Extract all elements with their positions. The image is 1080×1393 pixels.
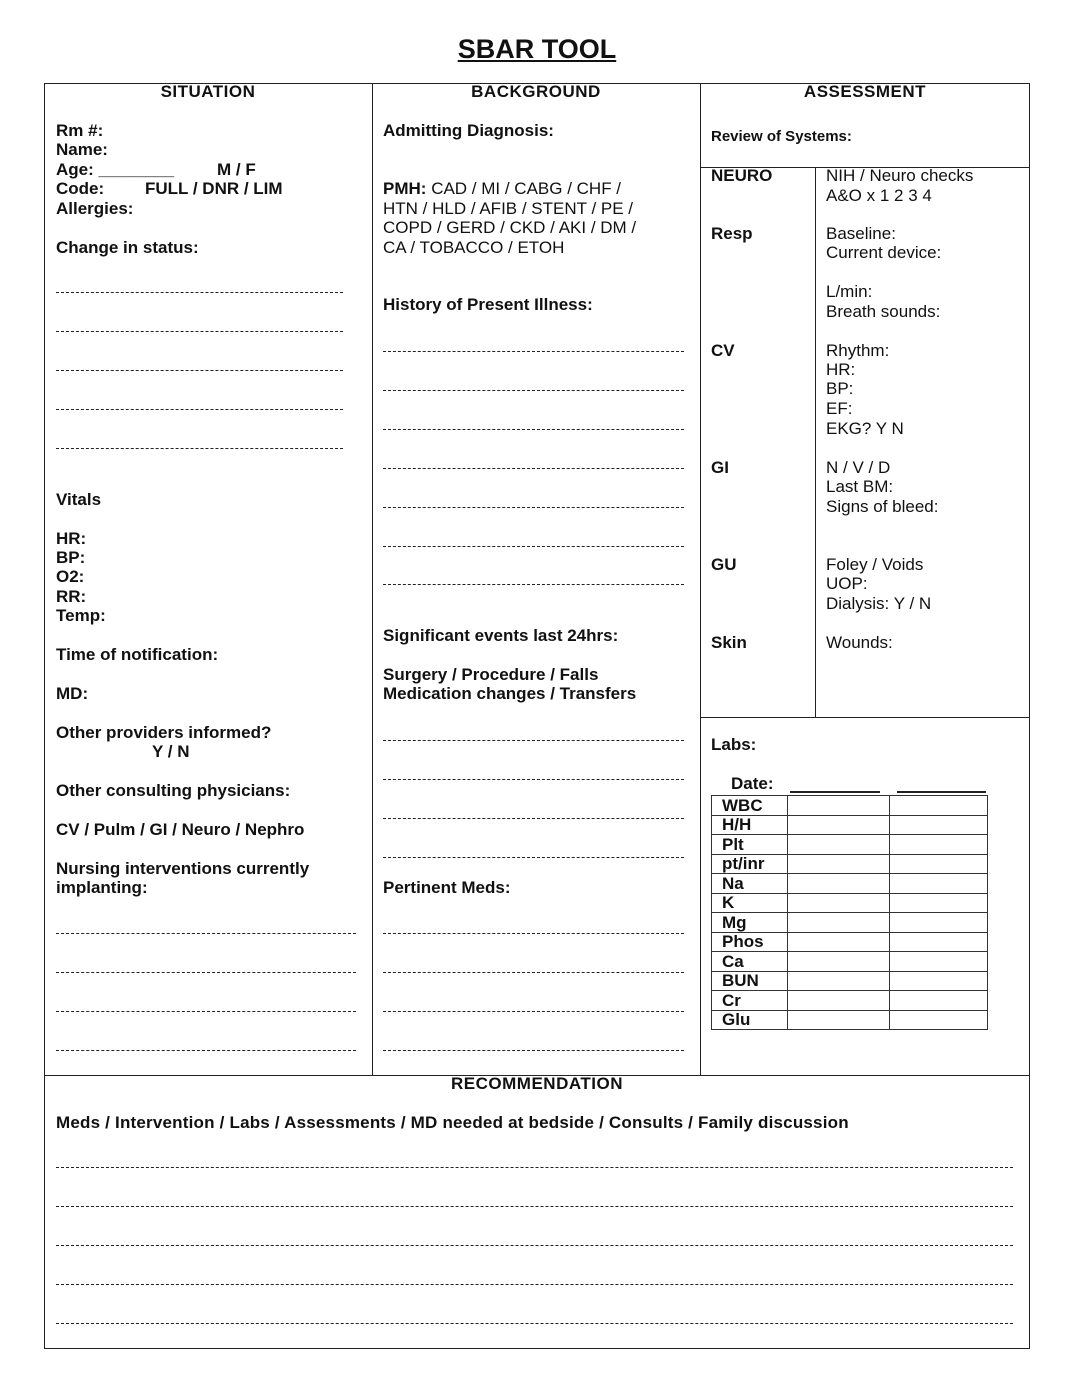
temp-label[interactable]: Temp:: [56, 606, 106, 625]
gu-dialysis[interactable]: Dialysis: Y / N: [826, 594, 932, 613]
hr-label[interactable]: HR:: [56, 529, 87, 548]
pmh-options-3[interactable]: COPD / GERD / CKD / AKI / DM /: [383, 218, 637, 237]
time-of-notification-label[interactable]: Time of notification:: [56, 645, 219, 664]
lab-value-cell[interactable]: [890, 952, 988, 972]
lab-value-cell[interactable]: [890, 796, 988, 816]
skin-wounds[interactable]: Wounds:: [826, 633, 893, 652]
lab-value-cell[interactable]: [890, 971, 988, 991]
lab-row: [712, 835, 988, 855]
skin-label: Skin: [711, 633, 747, 652]
write-line[interactable]: [383, 468, 684, 469]
write-line[interactable]: [56, 1050, 356, 1051]
resp-breath-sounds[interactable]: Breath sounds:: [826, 302, 941, 321]
write-line[interactable]: [383, 584, 684, 585]
lab-value-cell[interactable]: [890, 893, 988, 913]
write-line[interactable]: [383, 972, 684, 973]
md-label[interactable]: MD:: [56, 684, 89, 703]
lab-value-cell[interactable]: [787, 835, 890, 855]
write-line[interactable]: [383, 1011, 684, 1012]
assessment-header: ASSESSMENT: [803, 82, 927, 101]
write-line[interactable]: [56, 972, 356, 973]
lab-value-cell[interactable]: [890, 874, 988, 894]
lab-value-cell[interactable]: [890, 835, 988, 855]
write-line[interactable]: [56, 409, 343, 410]
lab-value-cell[interactable]: [787, 971, 890, 991]
neuro-checks[interactable]: NIH / Neuro checks: [826, 166, 974, 185]
room-number-label[interactable]: Rm #:: [56, 121, 104, 140]
lab-name: Ca: [712, 952, 788, 972]
sex-options[interactable]: M / F: [217, 160, 256, 179]
write-line[interactable]: [56, 370, 343, 371]
labs-date-label: Date:: [731, 774, 774, 793]
recommendation-header: RECOMMENDATION: [451, 1074, 623, 1093]
write-line[interactable]: [383, 818, 684, 819]
hpi-label: History of Present Illness:: [383, 295, 593, 314]
cv-rhythm[interactable]: Rhythm:: [826, 341, 890, 360]
lab-name: Glu: [712, 1010, 788, 1030]
write-line[interactable]: [56, 1284, 1013, 1285]
consult-options[interactable]: CV / Pulm / GI / Neuro / Nephro: [56, 820, 305, 839]
cv-ef[interactable]: EF:: [826, 399, 853, 418]
write-line[interactable]: [383, 507, 684, 508]
ao-options[interactable]: A&O x 1 2 3 4: [826, 186, 932, 205]
lab-row: [712, 932, 988, 952]
pmh-options-2[interactable]: HTN / HLD / AFIB / STENT / PE /: [383, 199, 634, 218]
lab-value-cell[interactable]: [787, 854, 890, 874]
lab-row: [712, 991, 988, 1011]
situation-header: SITUATION: [160, 82, 256, 101]
review-of-systems-label: Review of Systems:: [711, 128, 852, 145]
lab-value-cell[interactable]: [890, 1010, 988, 1030]
gi-last-bm[interactable]: Last BM:: [826, 477, 894, 496]
name-label[interactable]: Name:: [56, 140, 108, 159]
write-line[interactable]: [383, 779, 684, 780]
lab-row: [712, 854, 988, 874]
sbar-form-frame: [44, 83, 1030, 1349]
lab-name: Mg: [712, 913, 788, 933]
nursing-interventions-label: Nursing interventions currently: [56, 859, 310, 878]
labs-table: [711, 795, 988, 1030]
change-in-status-label: Change in status:: [56, 238, 199, 257]
code-label: Code:: [56, 179, 105, 198]
lab-value-cell[interactable]: [787, 1010, 890, 1030]
resp-baseline[interactable]: Baseline:: [826, 224, 896, 243]
nursing-interventions-label-2: implanting:: [56, 878, 148, 897]
gi-label: GI: [711, 458, 729, 477]
lab-row: [712, 874, 988, 894]
write-line[interactable]: [56, 331, 343, 332]
lab-row: [712, 815, 988, 835]
neuro-label: NEURO: [711, 166, 773, 185]
lab-value-cell[interactable]: [787, 913, 890, 933]
lab-value-cell[interactable]: [890, 932, 988, 952]
divider: [815, 167, 816, 717]
labs-date-line-2[interactable]: [897, 791, 986, 793]
pmh-options-4[interactable]: CA / TOBACCO / ETOH: [383, 238, 565, 257]
lab-value-cell[interactable]: [890, 854, 988, 874]
pmh-label: PMH:: [383, 179, 427, 198]
admitting-diagnosis-label[interactable]: Admitting Diagnosis:: [383, 121, 554, 140]
gu-uop[interactable]: UOP:: [826, 574, 868, 593]
write-line[interactable]: [56, 1167, 1013, 1168]
write-line[interactable]: [56, 1245, 1013, 1246]
write-line[interactable]: [383, 390, 684, 391]
lab-value-cell[interactable]: [890, 913, 988, 933]
other-providers-label: Other providers informed?: [56, 723, 272, 742]
allergies-label[interactable]: Allergies:: [56, 199, 134, 218]
lab-value-cell[interactable]: [787, 991, 890, 1011]
lab-name: BUN: [712, 971, 788, 991]
lab-value-cell[interactable]: [787, 952, 890, 972]
age-label[interactable]: Age: ________: [56, 160, 175, 179]
code-options[interactable]: FULL / DNR / LIM: [145, 179, 283, 198]
recommendation-options[interactable]: Meds / Intervention / Labs / Assessments / MD needed at bedside / Consults / Family discussion: [56, 1113, 849, 1132]
lab-row: [712, 952, 988, 972]
lab-name: Phos: [712, 932, 788, 952]
lab-name: Na: [712, 874, 788, 894]
events-options-2[interactable]: Medication changes / Transfers: [383, 684, 637, 703]
page-title: SBAR TOOL: [457, 34, 617, 64]
significant-events-label: Significant events last 24hrs:: [383, 626, 619, 645]
write-line[interactable]: [383, 740, 684, 741]
resp-label: Resp: [711, 224, 753, 243]
lab-value-cell[interactable]: [787, 815, 890, 835]
cv-bp[interactable]: BP:: [826, 379, 854, 398]
lab-row: [712, 1010, 988, 1030]
lab-value-cell[interactable]: [787, 893, 890, 913]
pertinent-meds-label: Pertinent Meds:: [383, 878, 511, 897]
write-line[interactable]: [56, 1011, 356, 1012]
other-consulting-label: Other consulting physicians:: [56, 781, 291, 800]
cv-label: CV: [711, 341, 735, 360]
lab-value-cell[interactable]: [787, 796, 890, 816]
background-header: BACKGROUND: [471, 82, 601, 101]
write-line[interactable]: [383, 546, 684, 547]
resp-lmin[interactable]: L/min:: [826, 282, 873, 301]
divider: [372, 83, 373, 1075]
labs-date-line-1[interactable]: [790, 791, 880, 793]
write-line[interactable]: [56, 1206, 1013, 1207]
lab-row: [712, 971, 988, 991]
gu-label: GU: [711, 555, 737, 574]
gu-foley[interactable]: Foley / Voids: [826, 555, 924, 574]
pmh-options-1: CAD / MI / CABG / CHF /: [431, 179, 622, 198]
pmh-line-1[interactable]: [383, 179, 621, 199]
lab-name: pt/inr: [712, 854, 788, 874]
rr-label[interactable]: RR:: [56, 587, 87, 606]
gi-signs-of-bleed[interactable]: Signs of bleed:: [826, 497, 939, 516]
lab-row: [712, 913, 988, 933]
lab-value-cell[interactable]: [890, 991, 988, 1011]
write-line[interactable]: [383, 933, 684, 934]
lab-value-cell[interactable]: [890, 815, 988, 835]
labs-label: Labs:: [711, 735, 757, 754]
write-line[interactable]: [383, 351, 684, 352]
resp-current-device[interactable]: Current device:: [826, 243, 942, 262]
lab-row: [712, 893, 988, 913]
o2-label[interactable]: O2:: [56, 567, 85, 586]
write-line[interactable]: [56, 1323, 1013, 1324]
vitals-label: Vitals: [56, 490, 102, 509]
lab-name: K: [712, 893, 788, 913]
write-line[interactable]: [56, 292, 343, 293]
write-line[interactable]: [383, 857, 684, 858]
other-providers-yn[interactable]: Y / N: [152, 742, 190, 761]
lab-row: [712, 796, 988, 816]
write-line[interactable]: [383, 429, 684, 430]
events-options-1[interactable]: Surgery / Procedure / Falls: [383, 665, 599, 684]
lab-name: H/H: [712, 815, 788, 835]
lab-name: Cr: [712, 991, 788, 1011]
lab-name: WBC: [712, 796, 788, 816]
lab-name: Plt: [712, 835, 788, 855]
cv-hr[interactable]: HR:: [826, 360, 856, 379]
write-line[interactable]: [56, 933, 356, 934]
cv-ekg[interactable]: EKG? Y N: [826, 419, 904, 438]
write-line[interactable]: [56, 448, 343, 449]
lab-value-cell[interactable]: [787, 874, 890, 894]
bp-label[interactable]: BP:: [56, 548, 86, 567]
lab-value-cell[interactable]: [787, 932, 890, 952]
divider: [700, 717, 1030, 718]
gi-nvd[interactable]: N / V / D: [826, 458, 891, 477]
write-line[interactable]: [383, 1050, 684, 1051]
divider: [700, 83, 701, 1075]
